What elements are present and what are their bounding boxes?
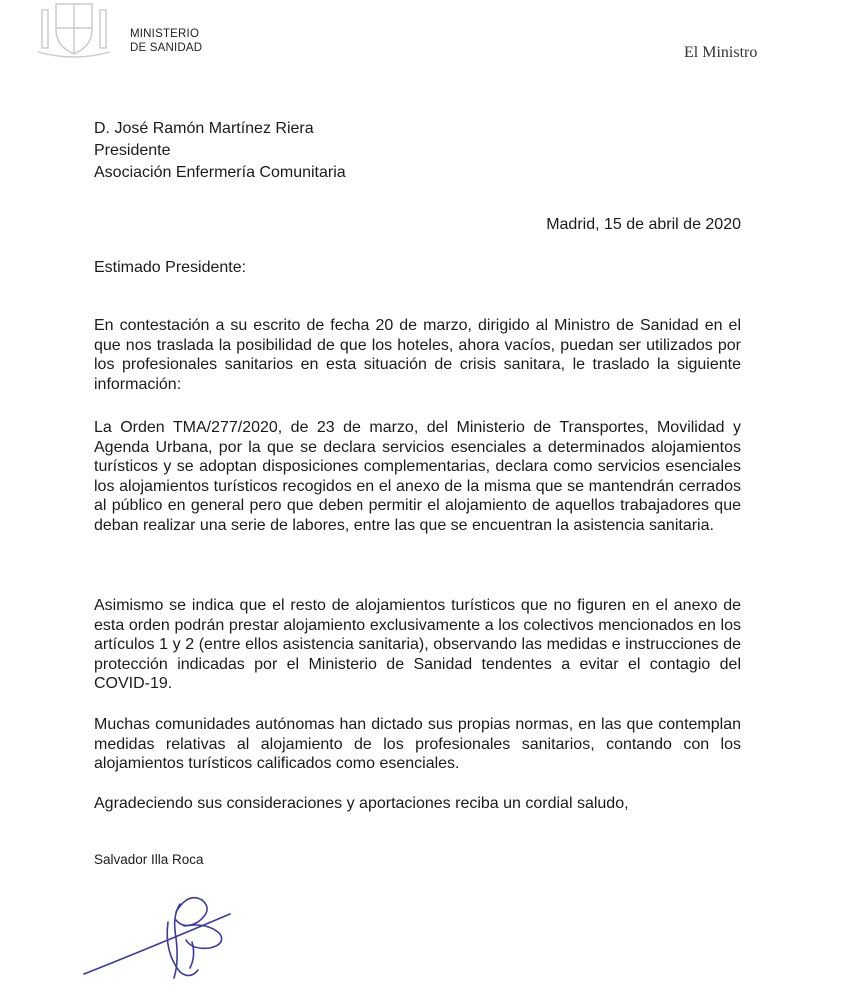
ministry-line-1: MINISTERIO [130, 28, 200, 40]
minister-title: El Ministro [684, 44, 758, 61]
body-paragraph: La Orden TMA/277/2020, de 23 de marzo, del Ministerio de Transportes, Movilidad y Agenda Urbana, por la que se declara servicios esenciales a determinados alojamientos turísticos y se adoptan disposiciones complementarias, declara como servicios esenciales los alojamientos turísticos recogidos en el anexo de la misma que se mantendrán cerrados al público en general pero que deben permitir el alojamiento de aquellos trabajadores que deban realizar una serie de labores, entre las que se encuentran la asistencia sanitaria. [94, 419, 741, 534]
handwritten-signature [80, 882, 240, 982]
recipient-position: Presidente [94, 142, 171, 159]
signer-name: Salvador Illa Roca [94, 852, 204, 867]
coat-of-arms-icon [34, 0, 114, 62]
ministry-line-2: DE SANIDAD [130, 42, 203, 54]
recipient-organization: Asociación Enfermería Comunitaria [94, 164, 346, 181]
body-paragraph: En contestación a su escrito de fecha 20 de marzo, dirigido al Ministro de Sanidad en el que nos traslada la posibilidad de que los hoteles, ahora vacíos, puedan ser utilizados por los profesionales sanitarios en esta situación de crisis sanitara, le traslado la siguiente información: [94, 317, 741, 393]
salutation: Estimado Presidente: [94, 259, 247, 276]
recipient-block [94, 118, 346, 184]
recipient-name: D. José Ramón Martínez Riera [94, 120, 314, 137]
date-line: Madrid, 15 de abril de 2020 [546, 216, 741, 233]
body-paragraph: Muchas comunidades autónomas han dictado sus propias normas, en las que contemplan medidas relativas al alojamiento de los profesionales sanitarios, contando con los alojamientos turísticos calificados como esenciales. [94, 716, 741, 773]
ministry-name [130, 27, 202, 55]
body-paragraph: Asimismo se indica que el resto de alojamientos turísticos que no figuren en el anexo de esta orden podrán prestar alojamiento exclusivamente a los colectivos mencionados en los artículos 1 y 2 (entre ellos asistencia sanitaria), observando las medidas e instrucciones de protección indicadas por el Ministerio de Sanidad tendentes a evitar el contagio del COVID-19. [94, 597, 741, 693]
closing-line: Agradeciendo sus consideraciones y aportaciones reciba un cordial saludo, [94, 795, 629, 812]
